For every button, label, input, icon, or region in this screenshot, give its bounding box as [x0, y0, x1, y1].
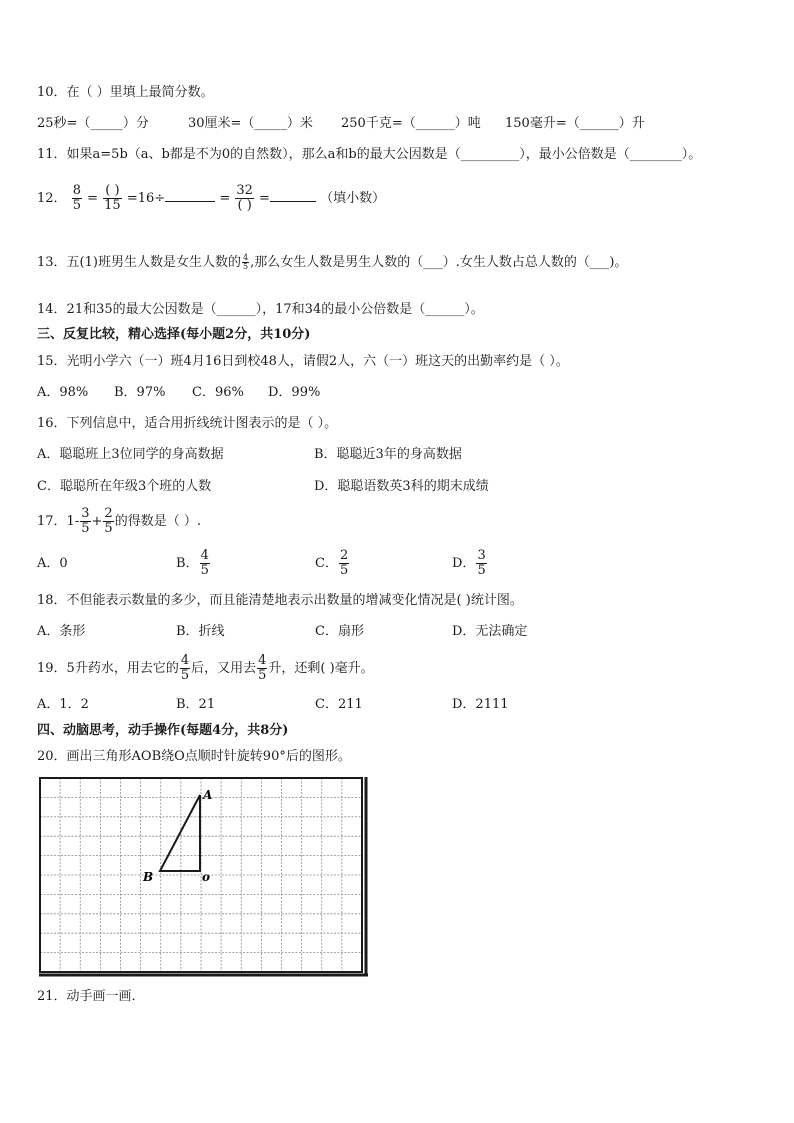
q13-line — [37, 254, 627, 272]
q19-line — [37, 651, 374, 687]
q19-option-a: A．1．2 — [37, 697, 89, 712]
q20-grid-figure — [37, 775, 369, 978]
q16-option-a: A．聪聪班上3位同学的身高数据 — [37, 447, 224, 462]
q19-fraction-2: $\frac{4}{5}$ — [258, 653, 267, 683]
q17-option-d: D． $\frac{3}{5}$ — [452, 548, 486, 578]
q17-fraction-2: $\frac{2}{5}$ — [104, 506, 113, 536]
q19-text-a: 19．5升药水，用去它的 — [37, 661, 179, 676]
q11-text: 11．如果a=5b（a、b都是不为0的自然数），那么a和b的最大公因数是（_________），最小公倍数是（________）。 — [37, 147, 702, 162]
q15-option-b: B．97% — [114, 385, 166, 400]
q15-option-a: A．98% — [37, 385, 89, 400]
label-b: B — [143, 870, 154, 884]
q10-item-1: 25秒=（_____）分 — [37, 116, 149, 131]
q16-option-d: D．聪聪语数英3科的期末成绩 — [314, 479, 489, 494]
triangle-aob — [160, 795, 200, 871]
q16-option-c: C．聪聪所在年级3个班的人数 — [37, 479, 212, 494]
q12-tail: （填小数） — [320, 191, 386, 206]
q19-text-c: 升，还剩( )毫升。 — [268, 661, 374, 676]
section-3-heading: 三、反复比较，精心选择(每小题2分，共10分) — [37, 327, 311, 342]
q16-option-b: B．聪聪近3年的身高数据 — [314, 447, 462, 462]
q12-blank-2 — [270, 188, 316, 202]
q18-option-c: C．扇形 — [315, 624, 364, 639]
q17-option-a: A．0 — [37, 556, 68, 571]
q17-option-b: B． $\frac{4}{5}$ — [176, 548, 209, 578]
q19-text-b: 后，又用去 — [191, 661, 257, 676]
q17-plus: + — [91, 514, 103, 529]
q18-text: 18．不但能表示数量的多少，而且能清楚地表示出数量的增减变化情况是( )统计图。 — [37, 593, 523, 608]
q10-item-3: 250千克=（______）吨 — [341, 116, 481, 131]
q12-blank-1 — [165, 188, 215, 202]
q12-fraction-2: ( ) 15 — [104, 183, 121, 213]
q12-equals-1: = — [87, 191, 99, 206]
q17-fraction-1: $\frac{3}{5}$ — [81, 506, 90, 536]
q12-number: 12． — [37, 191, 67, 206]
q17-option-c: C． $\frac{2}{5}$ — [315, 548, 349, 578]
q19-option-d: D．2111 — [452, 697, 509, 712]
q10-title: 10．在（ ）里填上最简分数。 — [37, 85, 214, 100]
q13-fraction: $\frac{4}{5}$ — [242, 253, 249, 271]
q20-text: 20．画出三角形AOB绕O点顺时针旋转90°后的图形。 — [37, 749, 351, 764]
q17-text-b: 的得数是（ ）. — [114, 514, 201, 529]
q16-text: 16．下列信息中，适合用折线统计图表示的是（ ）。 — [37, 416, 338, 431]
q12-equals-2: = — [219, 191, 231, 206]
q19-option-c: C．211 — [315, 697, 363, 712]
q15-option-c: C．96% — [192, 385, 244, 400]
q14-text: 14．21和35的最大公因数是（______），17和34的最小公倍数是（______）。 — [37, 302, 484, 317]
q12-line — [37, 180, 385, 218]
section-4-heading: 四、动脑思考，动手操作(每题4分，共8分) — [37, 723, 289, 738]
q12-equals-3: = — [259, 191, 270, 206]
q12-fraction-3: 32 ( ) — [236, 183, 253, 213]
q19-option-b: B．21 — [176, 697, 216, 712]
q17-line — [37, 504, 201, 540]
q13-text-a: 13．五(1)班男生人数是女生人数的 — [37, 255, 241, 270]
q10-item-2: 30厘米=（_____）米 — [188, 116, 313, 131]
label-a: A — [203, 788, 213, 802]
q15-text: 15．光明小学六（一）班4月16日到校48人，请假2人，六（一）班这天的出勤率约是（ ）。 — [37, 354, 569, 369]
label-o: o — [202, 870, 211, 884]
q21-text: 21．动手画一画． — [37, 989, 145, 1004]
q12-mid: =16÷ — [126, 191, 166, 206]
q13-text-b: ,那么女生人数是男生人数的（___）.女生人数占总人数的（___)。 — [250, 255, 628, 270]
q18-option-b: B．折线 — [176, 624, 225, 639]
q18-option-d: D．无法确定 — [452, 624, 528, 639]
q12-fraction-1: $\frac{8}{5}$ — [72, 183, 81, 213]
q17-text-a: 17．1- — [37, 514, 80, 529]
q19-fraction-1: $\frac{4}{5}$ — [180, 653, 190, 683]
q15-option-d: D．99% — [268, 385, 321, 400]
q18-option-a: A．条形 — [37, 624, 86, 639]
q10-item-4: 150毫升=（______）升 — [505, 116, 645, 131]
